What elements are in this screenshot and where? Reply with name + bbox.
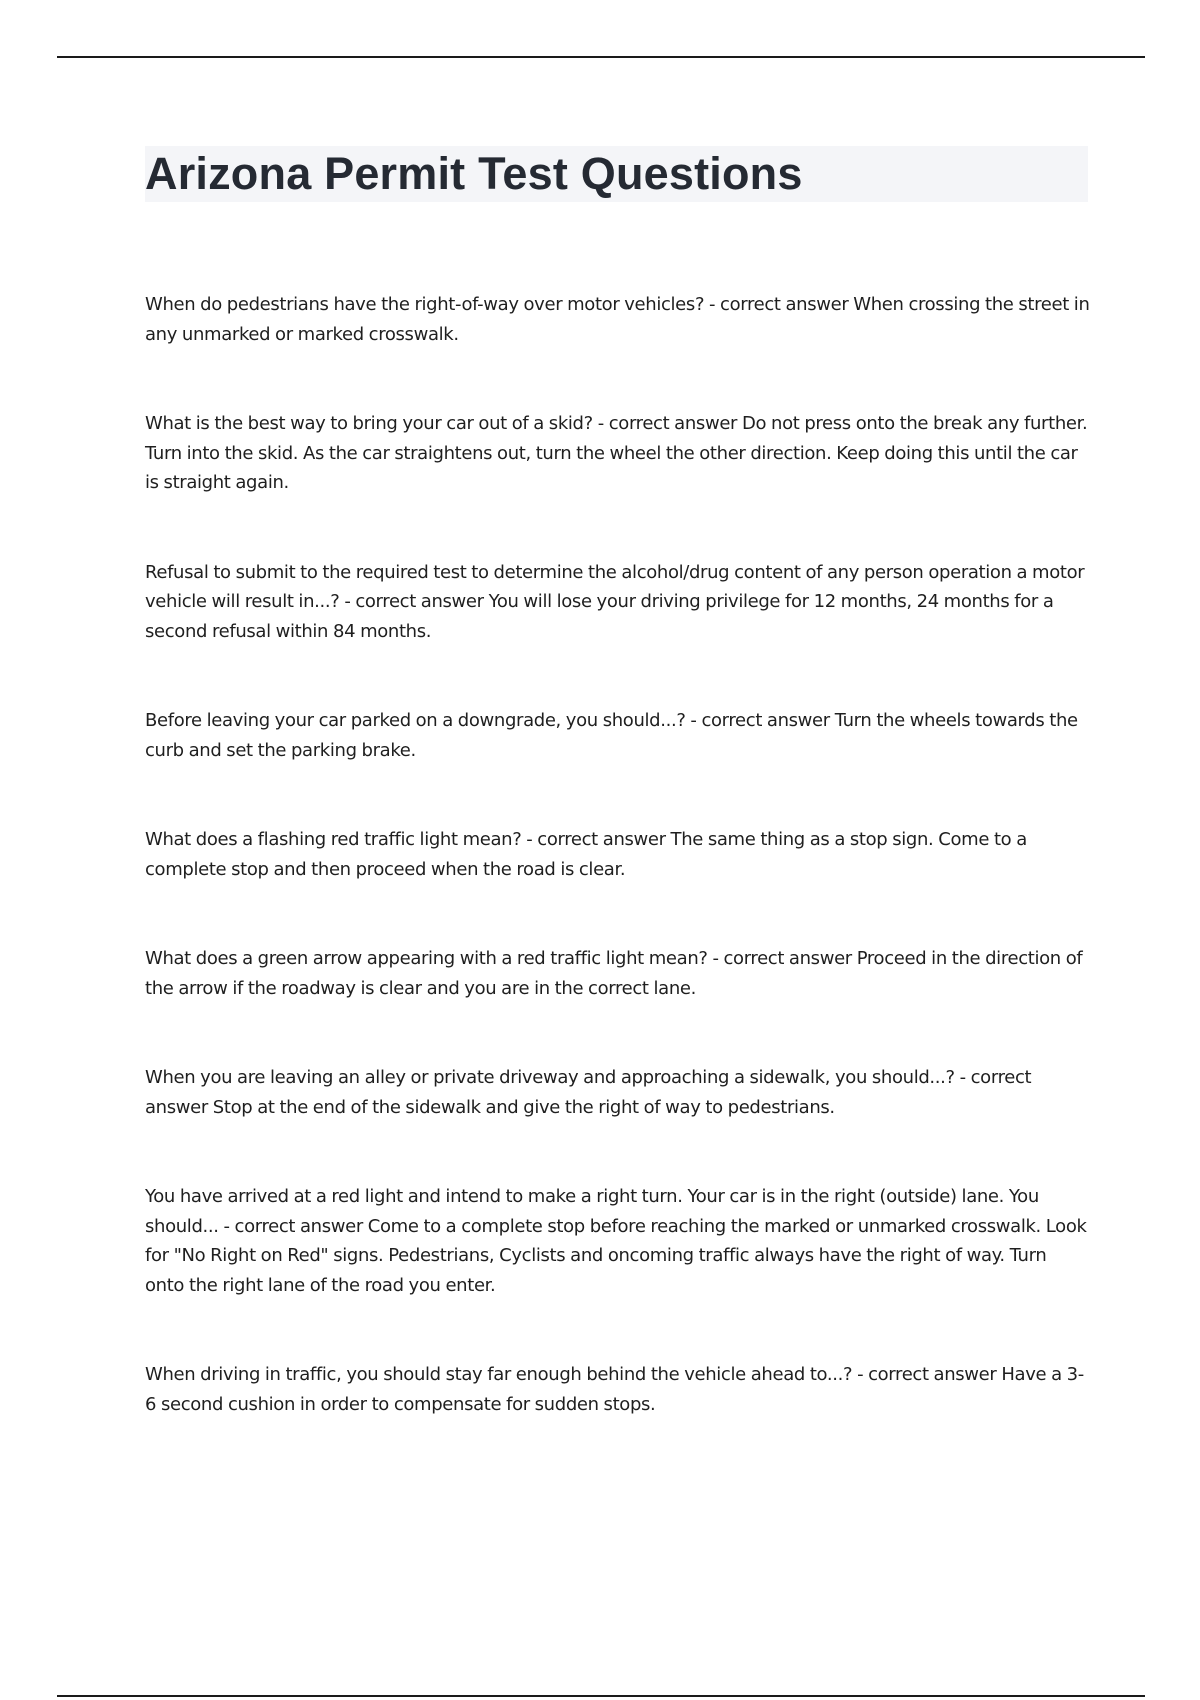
qa-separator: - correct answer (852, 1364, 1002, 1385)
qa-separator: - correct answer (592, 413, 742, 434)
qa-question: You have arrived at a red light and intend to make a right turn. Your car is in the right (outside) lane. You should... (145, 1186, 1039, 1237)
qa-answer: Proceed in the direction of the arrow if the roadway is clear and you are in the correct lane. (145, 948, 1083, 999)
qa-answer: You will lose your driving privilege for 12 months, 24 months for a second refusal within 84 months. (145, 591, 1054, 642)
qa-question: What does a green arrow appearing with a red traffic light mean? (145, 948, 708, 969)
qa-question: What is the best way to bring your car out of a skid? (145, 413, 593, 434)
qa-answer: Stop at the end of the sidewalk and give the right of way to pedestrians. (212, 1096, 835, 1118)
qa-separator: - correct answer (339, 591, 489, 612)
qa-answer: Do not press onto the break any further. Turn into the skid. As the car straightens out, turn the wheel the other direction. Keep doing this until the car is straight again. (145, 413, 1088, 493)
qa-separator: - correct answer (704, 294, 854, 315)
qa-item (145, 706, 1090, 765)
qa-answer: When crossing the street in any unmarked or marked crosswalk. (145, 294, 1090, 345)
qa-separator: - correct answer (521, 829, 671, 850)
qa-question: When you are leaving an alley or private driveway and approaching a sidewalk, you should...? (145, 1067, 955, 1088)
qa-answer: Turn the wheels towards the curb and set the parking brake. (145, 710, 1078, 761)
qa-question: What does a flashing red traffic light mean? (145, 829, 522, 850)
qa-answer: The same thing as a stop sign. Come to a complete stop and then proceed when the road is clear. (145, 829, 1027, 880)
qa-item (145, 409, 1090, 498)
qa-item (145, 290, 1090, 349)
qa-answer: Come to a complete stop before reaching the marked or unmarked crosswalk. Look for "No Right on Red" signs. Pedestrians, Cyclists and oncoming traffic always have the right of way. Turn onto the right lane of the road you enter. (145, 1215, 1087, 1296)
qa-list (145, 290, 1090, 1419)
qa-item (145, 944, 1090, 1003)
qa-question: Refusal to submit to the required test to determine the alcohol/drug content of any person operation a motor vehicle will result in...? (145, 561, 1085, 612)
qa-separator: - correct answer (685, 710, 835, 731)
page-title: Arizona Permit Test Questions (145, 148, 803, 199)
qa-question: When driving in traffic, you should stay far enough behind the vehicle ahead to...? (145, 1364, 853, 1385)
qa-separator: - correct answer (218, 1215, 368, 1237)
qa-item (145, 1360, 1090, 1419)
qa-separator: - correct answer (707, 948, 857, 969)
page-top-rule (57, 56, 1145, 58)
qa-question: When do pedestrians have the right-of-way over motor vehicles? (145, 294, 705, 315)
qa-item (145, 1182, 1090, 1300)
qa-item (145, 1063, 1090, 1122)
qa-separator: - correct answer (145, 1067, 1032, 1118)
qa-answer: Have a 3-6 second cushion in order to compensate for sudden stops. (145, 1364, 1084, 1415)
page-bottom-rule (57, 1695, 1145, 1697)
qa-item (145, 825, 1090, 884)
qa-question: Before leaving your car parked on a downgrade, you should...? (145, 710, 686, 731)
qa-item (145, 558, 1090, 647)
